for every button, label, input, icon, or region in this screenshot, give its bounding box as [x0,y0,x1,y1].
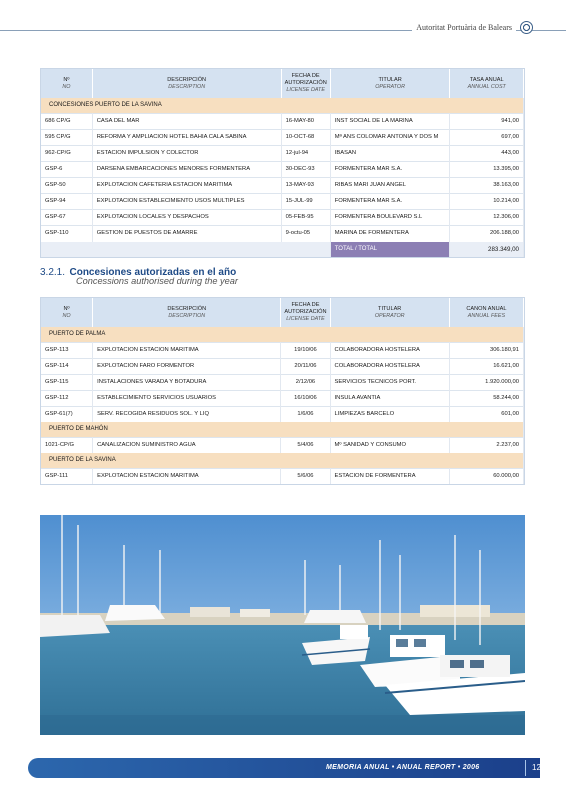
cell-license-date: 16/10/06 [281,391,330,407]
cell-operator: ESTACION DE FORMENTERA [330,469,449,485]
cell-no: 962-CP/G [41,146,92,162]
table-row [41,343,524,359]
cell-amount: 58.244,00 [449,391,523,407]
header-title: Autoritat Portuària de Balears [412,23,516,32]
cell-description: EXPLOTACION ESTACION MARITIMA [93,343,281,359]
cell-amount: 60.000,00 [449,469,523,485]
cell-operator: COLABORADORA HOSTELERA [330,343,449,359]
cell-license-date: 05-FEB-95 [281,210,330,226]
cell-license-date: 16-MAY-80 [281,114,330,130]
section-row [41,422,524,438]
cell-description: CASA DEL MAR [92,114,281,130]
cell-description: INSTALACIONES VARADA Y BOTADURA [93,375,281,391]
table-row [41,359,524,375]
section-row [41,453,524,469]
section-subtitle: Concessions authorised during the year [76,276,238,286]
cell-operator: MARINA DE FORMENTERA [330,226,450,242]
table-row [41,130,524,146]
cell-operator: RIBAS MARI JUAN ANGEL [330,178,450,194]
cell-license-date: 15-JUL-99 [281,194,330,210]
cell-no: GSP-115 [41,375,93,391]
table-row [41,194,524,210]
table-row [41,162,524,178]
cell-license-date: 1/6/06 [281,407,330,423]
cell-amount: 12.306,00 [450,210,524,226]
cell-license-date: 5/6/06 [281,469,330,485]
cell-description: EXPLOTACION FARO FORMENTOR [93,359,281,375]
cell-no: 686 CP/G [41,114,92,130]
total-row [41,242,524,258]
table-row [41,469,524,485]
cell-description: EXPLOTACION CAFETERIA ESTACION MARITIMA [92,178,281,194]
cell-no: GSP-110 [41,226,92,242]
cell-license-date: 9-octu-05 [281,226,330,242]
cell-no: GSP-61(7) [41,407,93,423]
cell-operator: FORMENTERA BOULEVARD S.L [330,210,450,226]
cell-amount: 38.163,00 [450,178,524,194]
footer-band [28,758,546,778]
cell-amount: 1.920.000,00 [449,375,523,391]
cell-no: GSP-6 [41,162,92,178]
cell-description: EXPLOTACION LOCALES Y DESPACHOS [92,210,281,226]
cell-no: 595 CP/G [41,130,92,146]
cell-amount: 443,00 [450,146,524,162]
col-header-annual-cost: TASA ANUAL ANNUAL COST [450,69,524,98]
cell-description: SERV. RECOGIDA RESIDUOS SOL. Y LIQ [93,407,281,423]
section-number: 3.2.1. [40,267,66,278]
cell-no: GSP-50 [41,178,92,194]
harbour-photo [40,515,525,735]
col-header-license-date: FECHA DE AUTORIZACIÓN LICENSE DATE [281,298,330,327]
port-group-label: PUERTO DE PALMA [41,327,524,343]
cell-description: CANALIZACION SUMINISTRO AGUA [93,438,281,454]
cell-description: DARSENA EMBARCACIONES MENORES FORMENTERA [92,162,281,178]
cell-amount: 941,00 [450,114,524,130]
cell-no: GSP-111 [41,469,93,485]
col-header-operator: TITULAR OPERATOR [330,69,450,98]
cell-description: REFORMA Y AMPLIACION HOTEL BAHIA CALA SABINA [92,130,281,146]
table-header-row [41,298,524,327]
cell-operator: INSULA AVANTIA [330,391,449,407]
cell-amount: 306.180,91 [449,343,523,359]
cell-operator: Mª ANS COLOMAR ANTONIA Y DOS M [330,130,450,146]
cell-license-date: 13-MAY-93 [281,178,330,194]
concessions-table [40,68,525,258]
table-row [41,178,524,194]
cell-operator: INST SOCIAL DE LA MARINA [330,114,450,130]
cell-license-date: 20/11/06 [281,359,330,375]
col-header-description: DESCRIPCIÓN DESCRIPTION [92,69,281,98]
cell-description: GESTION DE PUESTOS DE AMARRE [92,226,281,242]
cell-no: GSP-94 [41,194,92,210]
cell-license-date: 10-OCT-68 [281,130,330,146]
section-row [41,98,524,114]
cell-operator: FORMENTERA MAR S.A. [330,194,450,210]
port-group-label: PUERTO DE LA SAVINA [41,453,524,469]
cell-no: GSP-114 [41,359,93,375]
cell-description: ESTABLECIMIENTO SERVICIOS USUARIOS [93,391,281,407]
port-group-label: PUERTO DE MAHÓN [41,422,524,438]
cell-license-date: 5/4/06 [281,438,330,454]
col-header-annual-fees: CANON ANUAL ANNUAL FEES [449,298,523,327]
table-header-row [41,69,524,98]
authorised-concessions-table [40,297,525,485]
section-label: CONCESIONES PUERTO DE LA SAVINA [41,98,524,114]
cell-license-date: 19/10/06 [281,343,330,359]
table-row [41,210,524,226]
cell-amount: 2.237,00 [449,438,523,454]
table-row [41,226,524,242]
section-title: Concesiones autorizadas en el año [69,267,237,278]
cell-no: GSP-113 [41,343,93,359]
table-row [41,114,524,130]
cell-amount: 10.214,00 [450,194,524,210]
col-header-license-date: FECHA DE AUTORIZACIÓN LICENSE DATE [281,69,330,98]
cell-operator: IBASAN [330,146,450,162]
table-row [41,375,524,391]
cell-description: EXPLOTACION ESTACION MARITIMA [93,469,281,485]
cell-operator: COLABORADORA HOSTELERA [330,359,449,375]
footer-title: MEMORIA ANUAL • ANUAL REPORT • 2006 [326,764,480,771]
col-header-no: Nº NO [41,298,93,327]
table-row [41,438,524,454]
port-authority-logo-icon [520,21,533,34]
cell-no: GSP-67 [41,210,92,226]
table-row [41,391,524,407]
cell-description: ESTACION IMPULSION Y COLECTOR [92,146,281,162]
table-row [41,407,524,423]
cell-no: 1021-CP/G [41,438,93,454]
cell-amount: 206.188,00 [450,226,524,242]
total-value: 283.349,00 [450,242,524,258]
table-row [41,146,524,162]
col-header-operator: TITULAR OPERATOR [330,298,449,327]
page-header [0,0,566,40]
cell-license-date: 12-jul-94 [281,146,330,162]
cell-license-date: 2/12/06 [281,375,330,391]
cell-license-date: 30-DEC-93 [281,162,330,178]
cell-no: GSP-112 [41,391,93,407]
cell-amount: 13.395,00 [450,162,524,178]
cell-description: EXPLOTACION ESTABLECIMIENTO USOS MULTIPLES [92,194,281,210]
footer-divider [525,760,526,776]
col-header-description: DESCRIPCIÓN DESCRIPTION [93,298,281,327]
cell-amount: 16.621,00 [449,359,523,375]
cell-operator: Mº SANIDAD Y CONSUMO [330,438,449,454]
cell-operator: LIMPIEZAS BARCELO [330,407,449,423]
cell-amount: 601,00 [449,407,523,423]
total-label: TOTAL / TOTAL [330,242,450,258]
page-number: 125 [532,763,546,772]
cell-operator: FORMENTERA MAR S.A. [330,162,450,178]
col-header-no: Nº NO [41,69,92,98]
section-row [41,327,524,343]
cell-amount: 697,00 [450,130,524,146]
cell-operator: SERVICIOS TECNICOS PORT. [330,375,449,391]
